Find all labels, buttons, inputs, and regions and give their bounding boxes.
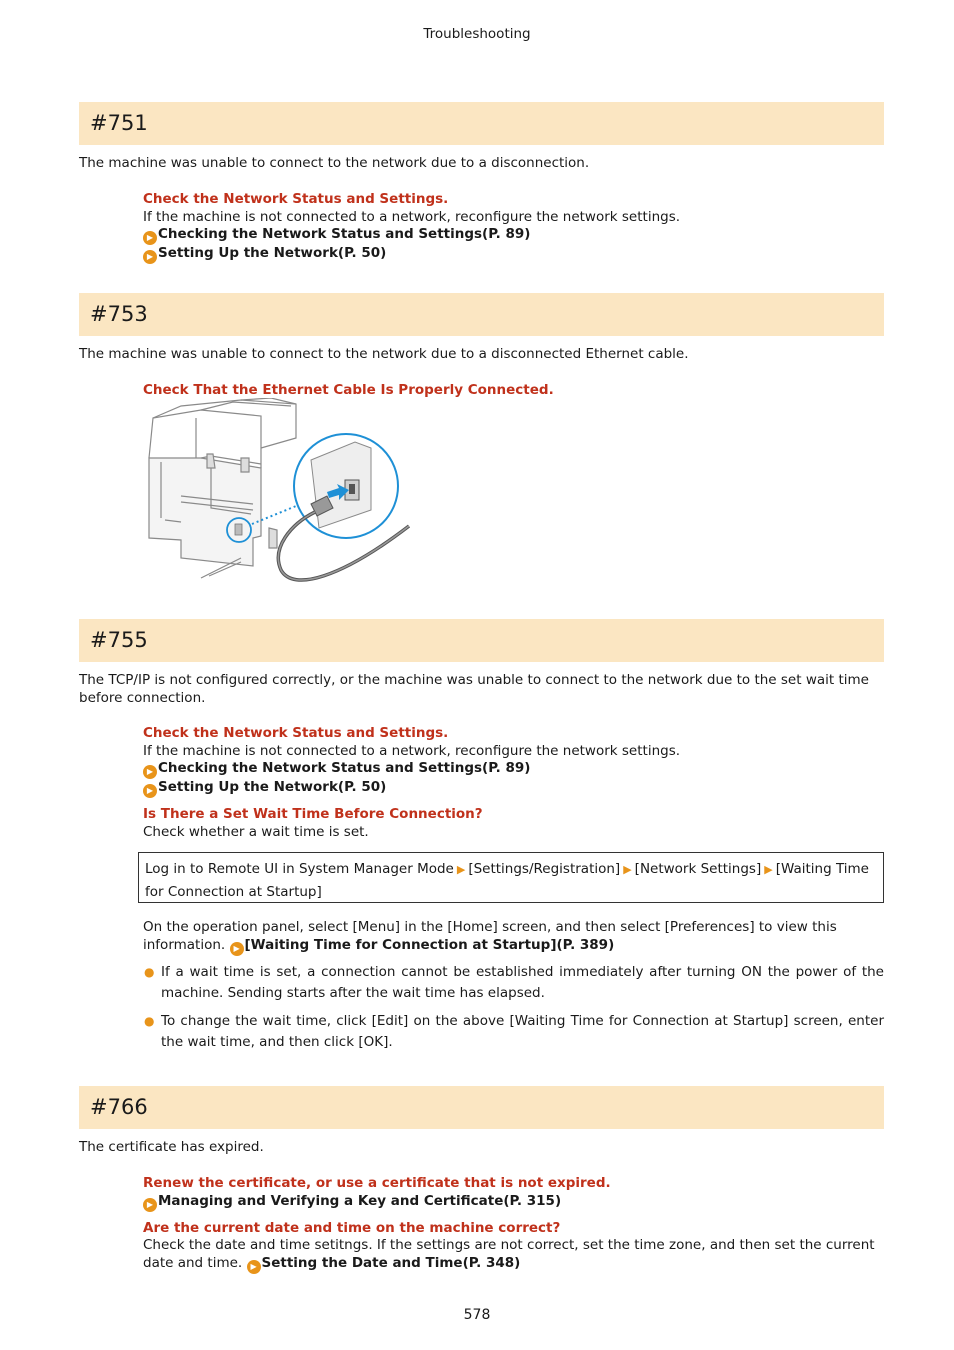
error-753-remedy <box>143 382 884 400</box>
list-item <box>143 1011 884 1053</box>
bullet-text: If a wait time is set, a connection cannot be established immediately after turning ON the power of the machine. Sending starts after the wait time has elapsed. <box>161 964 884 1001</box>
operation-panel-note <box>143 919 884 956</box>
remedy-heading: Check That the Ethernet Cable Is Properly Connected. <box>143 382 554 398</box>
ethernet-cable-illustration <box>141 398 416 588</box>
link-key-certificate[interactable]: Managing and Verifying a Key and Certificate(P. 315) <box>158 1192 562 1209</box>
link-arrow-icon: ▶ <box>230 942 244 956</box>
error-753-description: The machine was unable to connect to the network due to a disconnected Ethernet cable. <box>79 346 689 362</box>
error-751-description: The machine was unable to connect to the network due to a disconnection. <box>79 155 590 171</box>
error-code-755-heading: #755 <box>79 619 884 662</box>
remedy-heading: Check the Network Status and Settings. <box>143 191 449 207</box>
triangle-separator-icon: ▶ <box>764 863 773 876</box>
menu-path-step: [Waiting Time for Connection at Startup] <box>145 861 869 900</box>
link-waiting-time[interactable]: [Waiting Time for Connection at Startup](P. 389) <box>244 936 615 953</box>
list-item <box>143 962 884 1004</box>
error-code-751-heading: #751 <box>79 102 884 145</box>
remedy-text: If the machine is not connected to a network, reconfigure the network settings. <box>143 742 681 759</box>
bullet-dot-icon: ● <box>144 965 155 979</box>
notes-list <box>143 962 884 1060</box>
error-766-remedy <box>143 1175 884 1274</box>
link-arrow-icon: ▶ <box>143 1198 157 1212</box>
remedy-heading: Renew the certificate, or use a certificate that is not expired. <box>143 1175 611 1191</box>
remedy-heading: Is There a Set Wait Time Before Connection? <box>143 806 483 822</box>
link-arrow-icon: ▶ <box>143 231 157 245</box>
error-766-description: The certificate has expired. <box>79 1139 264 1155</box>
remedy-heading: Are the current date and time on the machine correct? <box>143 1219 561 1236</box>
operation-note-text: On the operation panel, select [Menu] in the [Home] screen, and then select [Preferences] to view this information. <box>143 919 837 953</box>
page-number: 578 <box>463 1307 491 1323</box>
error-755-remedy <box>143 725 884 841</box>
link-setting-up-network[interactable]: Setting Up the Network(P. 50) <box>158 245 387 261</box>
remedy-text: Check the date and time setitngs. If the settings are not correct, set the time zone, and then set the current date and time. <box>143 1237 875 1271</box>
bullet-text: To change the wait time, click [Edit] on the above [Waiting Time for Connection at Startup] screen, enter the wait time, and then click [OK]. <box>161 1013 884 1050</box>
link-date-time[interactable]: Setting the Date and Time(P. 348) <box>261 1254 521 1271</box>
menu-path-step: [Settings/Registration] <box>468 861 621 877</box>
link-network-status[interactable]: Checking the Network Status and Settings(P. 89) <box>158 226 531 242</box>
triangle-separator-icon: ▶ <box>456 863 466 876</box>
error-755-description: The TCP/IP is not configured correctly, or the machine was unable to connect to the network due to the set wait time before connection. <box>79 672 869 706</box>
remedy-heading: Check the Network Status and Settings. <box>143 725 449 741</box>
bullet-dot-icon: ● <box>144 1014 155 1028</box>
error-code-766-heading: #766 <box>79 1086 884 1129</box>
error-751-remedy <box>143 191 884 264</box>
running-header: Troubleshooting <box>423 26 531 42</box>
menu-path-start: Log in to Remote UI in System Manager Mode <box>145 861 454 877</box>
remedy-text: Check whether a wait time is set. <box>143 823 369 840</box>
menu-path-step: [Network Settings] <box>634 861 762 877</box>
menu-path-box <box>138 852 884 903</box>
link-arrow-icon: ▶ <box>143 250 157 264</box>
triangle-separator-icon: ▶ <box>623 863 632 876</box>
link-arrow-icon: ▶ <box>143 765 157 779</box>
link-setting-up-network[interactable]: Setting Up the Network(P. 50) <box>158 779 387 795</box>
link-arrow-icon: ▶ <box>143 784 157 798</box>
error-code-753-heading: #753 <box>79 293 884 336</box>
remedy-text: If the machine is not connected to a network, reconfigure the network settings. <box>143 208 681 225</box>
link-network-status[interactable]: Checking the Network Status and Settings(P. 89) <box>158 760 531 776</box>
link-arrow-icon: ▶ <box>247 1260 261 1274</box>
